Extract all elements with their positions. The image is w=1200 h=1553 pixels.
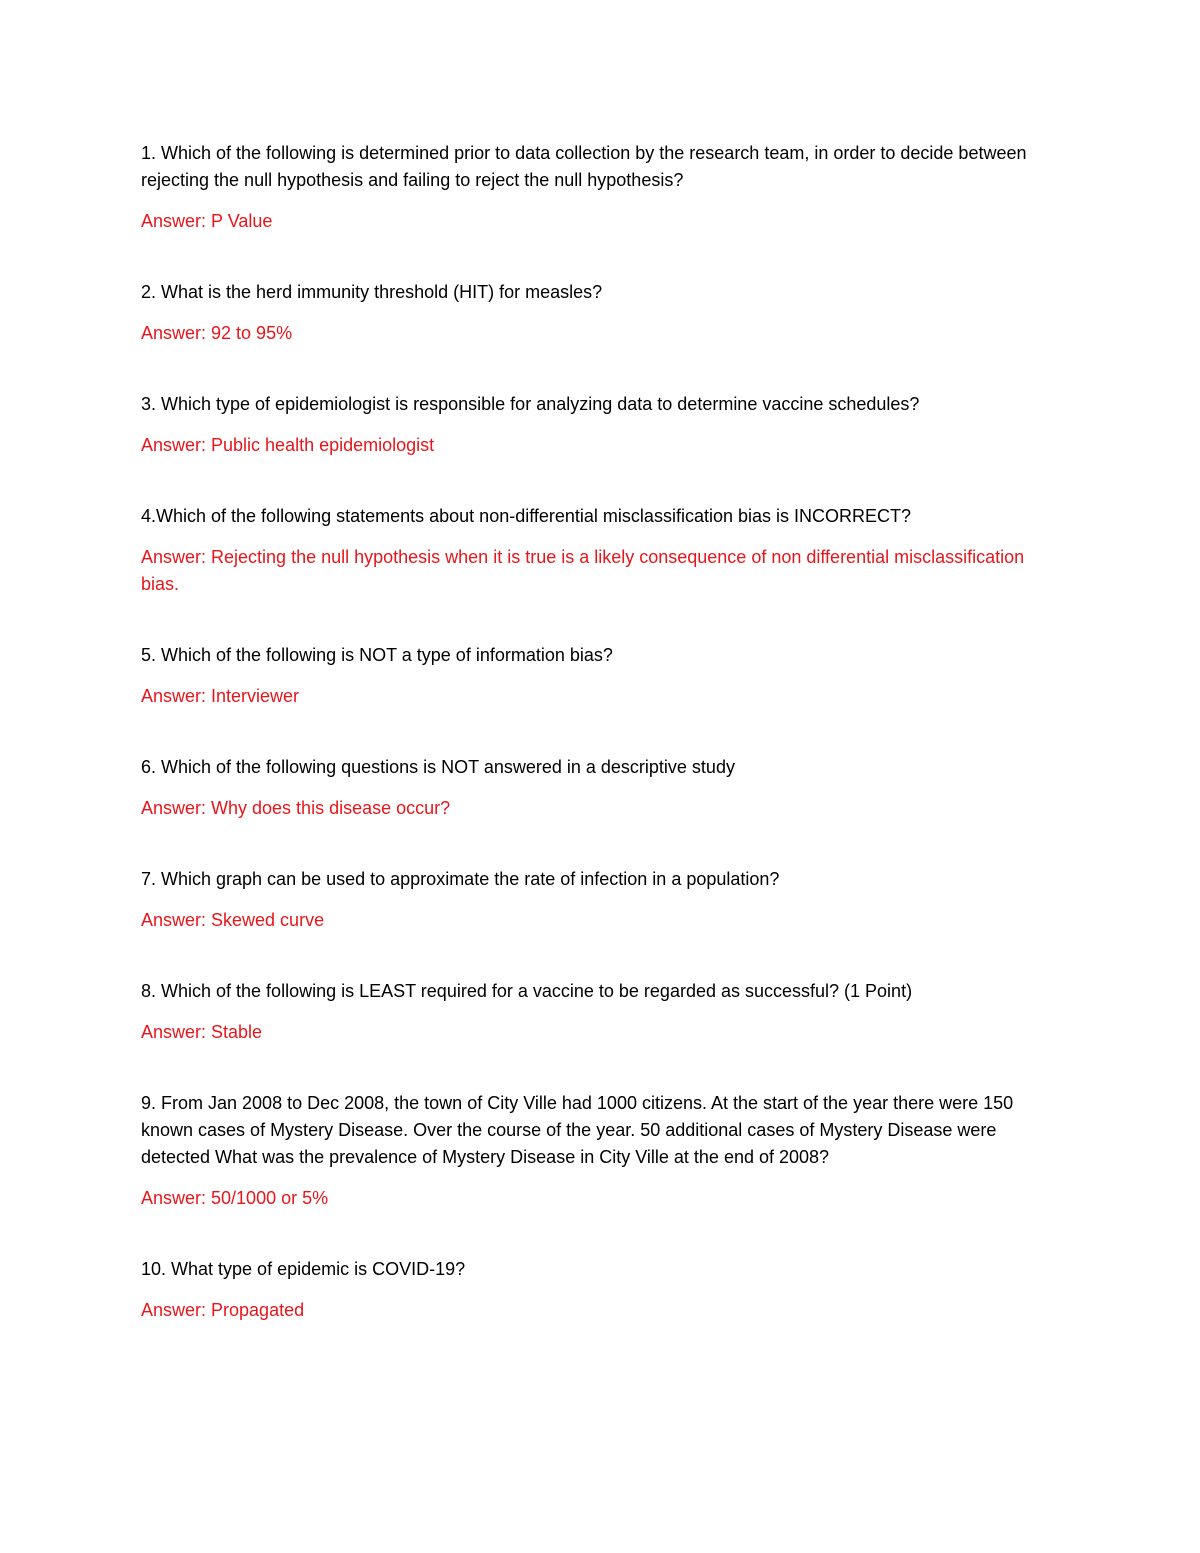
answer-text: Answer: Why does this disease occur? [141,798,451,818]
question-text: 6. Which of the following questions is NOT answered in a descriptive study [141,757,735,777]
qa-item-10 [141,1256,1061,1324]
qa-item-3 [141,391,1061,459]
question-text: 4.Which of the following statements about non-differential misclassification bias is INCORRECT? [141,506,912,526]
question-text: 5. Which of the following is NOT a type of information bias? [141,645,613,665]
answer-text: Answer: Interviewer [141,686,300,706]
question-text: 1. Which of the following is determined prior to data collection by the research team, in order to decide between rejecting the null hypothesis and failing to reject the null hypothesis? [141,143,1032,190]
qa-item-5 [141,642,1061,710]
answer-text: Answer: Skewed curve [141,910,325,930]
qa-item-6 [141,754,1061,822]
qa-item-2 [141,279,1061,347]
question-text: 3. Which type of epidemiologist is responsible for analyzing data to determine vaccine schedules? [141,394,920,414]
question-text: 9. From Jan 2008 to Dec 2008, the town of City Ville had 1000 citizens. At the start of the year there were 150 known cases of Mystery Disease. Over the course of the year. 50 additional cases of Mystery Disease were detected What was the prevalence of Mystery Disease in City Ville at the end of 2008? [141,1093,1019,1167]
qa-item-7 [141,866,1061,934]
qa-item-1 [141,140,1061,235]
question-text: 8. Which of the following is LEAST required for a vaccine to be regarded as successful? (1 Point) [141,981,913,1001]
answer-text: Answer: Propagated [141,1300,305,1320]
answer-text: Answer: 50/1000 or 5% [141,1188,329,1208]
question-text: 7. Which graph can be used to approximate the rate of infection in a population? [141,869,780,889]
answer-text: Answer: 92 to 95% [141,323,293,343]
qa-item-4 [141,503,1061,598]
answer-text: Answer: Public health epidemiologist [141,435,435,455]
qa-item-8 [141,978,1061,1046]
question-text: 2. What is the herd immunity threshold (HIT) for measles? [141,282,603,302]
qa-item-9 [141,1090,1061,1212]
answer-text: Answer: Stable [141,1022,263,1042]
answer-text: Answer: Rejecting the null hypothesis when it is true is a likely consequence of non differential misclassification bias. [141,547,1030,594]
question-text: 10. What type of epidemic is COVID-19? [141,1259,466,1279]
answer-text: Answer: P Value [141,211,273,231]
qa-list [141,140,1061,1324]
